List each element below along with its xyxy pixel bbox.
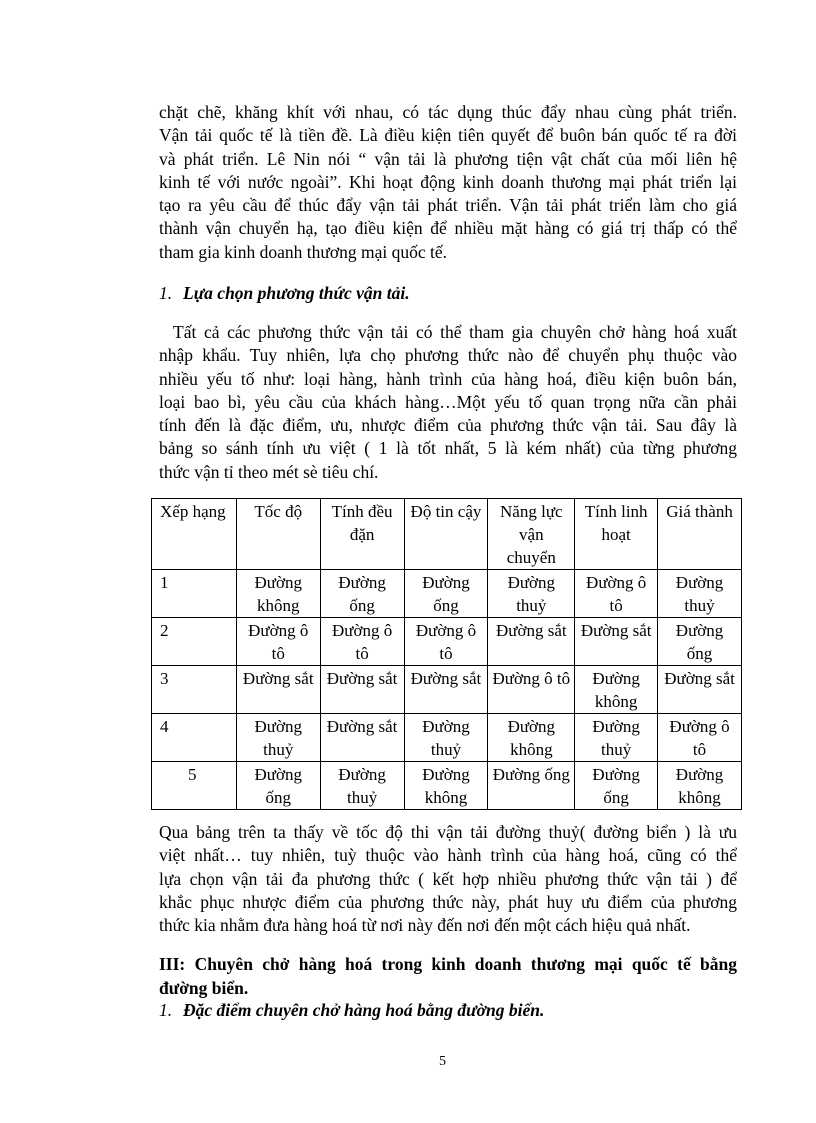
table-cell: Đường ô tô [404,618,488,666]
paragraph-line: thức vận tỉ theo mét sè tiêu chí. [159,461,379,482]
table-cell: Đường ống [320,570,404,618]
transport-comparison-table [151,498,742,810]
table-cell: Đường ô tô [236,618,320,666]
section-number: 1. [159,283,173,303]
table-cell: Đường sắt [488,618,575,666]
table-row [152,762,742,810]
table-cell: Đường ống [658,618,742,666]
header-cell: Giá thành [658,499,742,570]
section-title: Lựa chọn phương thức vận tải. [183,283,410,303]
paragraph-line: nhập khẩu. Tuy nhiên, lựa chọ phương thức nào để chuyển phụ thuộc vào [159,345,737,366]
heading-line: III: Chuyên chở hàng hoá trong kinh doanh thương mại quốc tế bằng [159,954,737,974]
section-3-1-heading [159,1000,544,1021]
heading-line: đường biển. [159,977,249,998]
table-cell: Đường thuỷ [236,714,320,762]
paragraph-line: khắc phục nhược điểm của phương thức này, phát huy ưu điểm của phương [159,891,737,912]
section-1-paragraph [159,321,737,484]
rank-cell: 2 [152,618,237,666]
intro-line: tạo ra yêu cầu để thúc đẩy vận tải phát triển. Vận tải phát triển làm cho giá [159,195,737,216]
table-row [152,570,742,618]
table-cell: Đường không [575,666,658,714]
table-cell: Đường ống [404,570,488,618]
intro-paragraph [159,101,737,264]
table-cell: Đường sắt [320,714,404,762]
table-cell: Đường không [404,762,488,810]
intro-line: thành vận chuyển hạ, tạo điều kiện để nhiều mặt hàng có giá trị thấp có thể [159,218,737,239]
section-3-heading [159,953,737,1000]
table-cell: Đường không [488,714,575,762]
paragraph-line: nhiều yếu tố như: loại hàng, hành trình của hàng hoá, điều kiện buôn bán, [159,368,737,389]
intro-line: chặt chẽ, khăng khít với nhau, có tác dụng thúc đẩy nhau cùng phát triển. [159,102,737,122]
intro-line: và phát triển. Lê Nin nói “ vận tải là phương tiện vật chất của mối liên hệ [159,148,737,169]
header-cell: Xếp hạng [152,499,237,570]
paragraph-line: Tất cả các phương thức vận tải có thể tham gia chuyên chở hàng hoá xuất [173,322,737,342]
section-1-heading [159,283,410,304]
table-cell: Đường không [658,762,742,810]
paragraph-line: lựa chọn vận tải đa phương thức ( kết hợp nhiều phương thức vận tải ) để [159,868,737,889]
table-cell: Đường không [236,570,320,618]
table-cell: Đường ô tô [575,570,658,618]
table-cell: Đường sắt [404,666,488,714]
header-cell: Năng lực vận chuyển [488,499,575,570]
rank-cell: 1 [152,570,237,618]
table-cell: Đường thuỷ [404,714,488,762]
table-cell: Đường thuỷ [575,714,658,762]
header-cell: Tính đều đặn [320,499,404,570]
intro-line: Vận tải quốc tế là tiền đề. Là điều kiện tiên quyết để buôn bán quốc tế ra đời [159,125,737,146]
intro-line: kinh tế với nước ngoài”. Khi hoạt động kinh doanh thương mại phát triển lại [159,171,737,192]
table-cell: Đường sắt [575,618,658,666]
table-cell: Đường ô tô [658,714,742,762]
paragraph-line: loại bao bì, yêu cầu của khách hàng…Một yếu tố quan trọng nữa cần phải [159,391,737,412]
after-table-paragraph [159,821,737,937]
table-cell: Đường ống [488,762,575,810]
table-cell: Đường sắt [320,666,404,714]
paragraph-line: bảng so sánh tính ưu việt ( 1 là tốt nhất, 5 là kém nhất) của từng phương [159,438,737,459]
table-cell: Đường ống [575,762,658,810]
table-row [152,618,742,666]
table-cell: Đường thuỷ [658,570,742,618]
section-title: Đặc điểm chuyên chở hàng hoá bằng đường biển. [183,1000,545,1020]
paragraph-line: việt nhất… tuy nhiên, tuỳ thuộc vào hành trình của hàng hoá, cũng có thể [159,845,737,866]
rank-cell: 4 [152,714,237,762]
paragraph-line: Qua bảng trên ta thấy về tốc độ thi vận tải đường thuỷ( đường biển ) là ưu [159,822,737,842]
section-number: 1. [159,1000,173,1020]
table-cell: Đường ô tô [320,618,404,666]
rank-cell: 3 [152,666,237,714]
header-cell: Độ tin cậy [404,499,488,570]
header-cell: Tốc độ [236,499,320,570]
page-number: 5 [439,1054,446,1069]
intro-line: tham gia kinh doanh thương mại quốc tế. [159,241,447,262]
paragraph-line: tính đến là đặc điểm, ưu, nhược điểm của phương thức vận tải. Sau đây là [159,415,737,436]
table-row [152,714,742,762]
paragraph-line: thức kia nhằm đưa hàng hoá từ nơi này đến nơi đến một cách hiệu quả nhất. [159,915,691,936]
table-cell: Đường ống [236,762,320,810]
rank-cell: 5 [152,762,237,810]
table-row [152,666,742,714]
table-cell: Đường thuỷ [488,570,575,618]
table-cell: Đường ô tô [488,666,575,714]
table-cell: Đường sắt [236,666,320,714]
header-cell: Tính linh hoạt [575,499,658,570]
table-cell: Đường sắt [658,666,742,714]
table-header-row [152,499,742,570]
table-cell: Đường thuỷ [320,762,404,810]
